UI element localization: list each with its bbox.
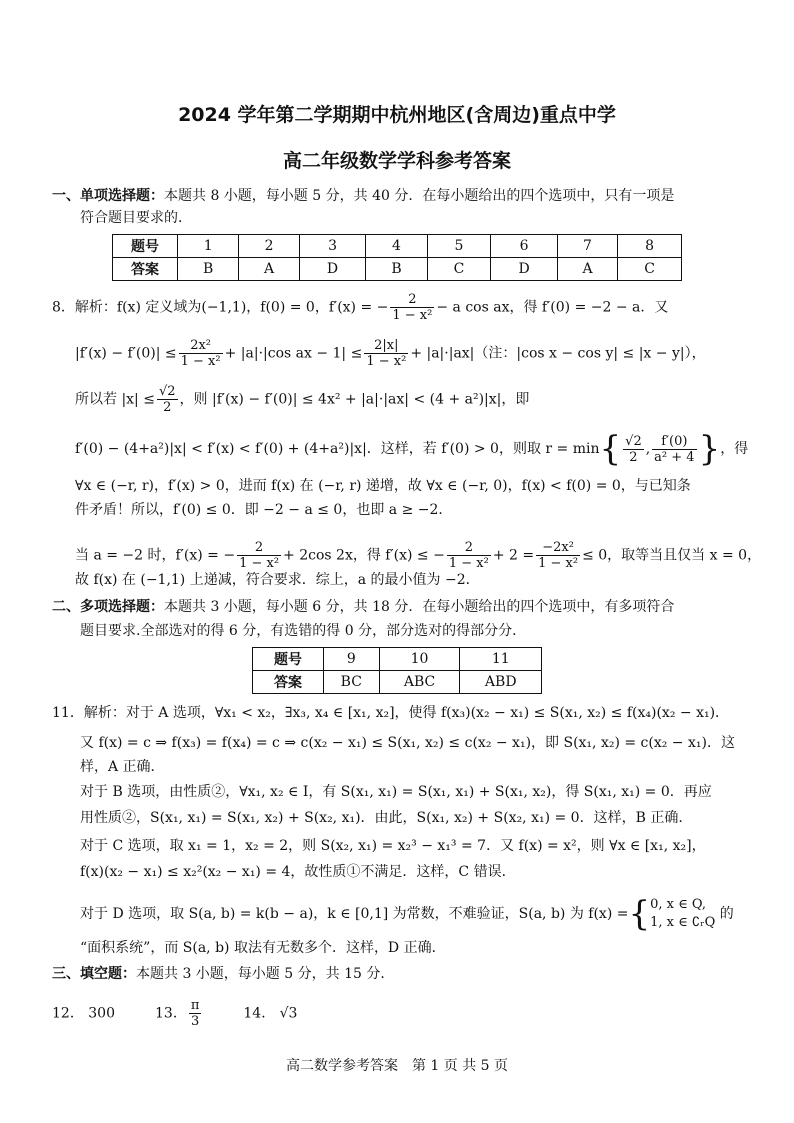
q8-text: − a cos ax，得 f′(0) = −2 − a．又 [436,299,669,316]
section2-text: 本题共 3 小题，每小题 6 分，共 18 分．在每小题给出的四个选项中，有多项符合 [164,599,675,615]
table-row [253,671,542,694]
table-cell: 4 [366,235,427,258]
table-cell: 3 [299,235,365,258]
fraction [536,540,580,571]
table-header-label: 题号 [253,648,324,671]
fraction [157,384,178,415]
section1-intro [52,186,674,206]
table-cell: 1 [178,235,239,258]
numerator: f′(0) [652,434,696,450]
q8-text: + 2 = [492,547,535,564]
table-cell: C [618,258,682,281]
q11-line-5: 用性质②，S(x₁, x₁) = S(x₁, x₂) + S(x₂, x₁)．由此，S(x₁, x₂) + S(x₂, x₁) = 0．这样，B 正确. [80,810,683,826]
table-answer-label: 答案 [113,258,178,281]
case-2: 1, x ∈ ∁ᵣQ [650,915,716,930]
answer-12: 12． 300 [52,1005,115,1022]
table-cell: BC [324,671,380,694]
table-cell: 5 [427,235,491,258]
q8-text: f′(0) − (4+a²)|x| < f′(x) < f′(0) + (4+a²)|x|．这样，若 f′(0) > 0，则取 r = min [75,441,600,457]
fraction [390,292,434,323]
q8-line-6: 件矛盾！所以，f′(0) ≤ 0．即 −2 − a ≤ 0，也即 a ≥ −2． [75,502,453,518]
q11-line-8 [80,896,734,932]
denominator: 1 − x² [366,354,407,369]
q8-text: 8．解析：f(x) 定义域为(−1,1)，f(0) = 0，f′(x) = − [52,299,389,316]
section1-text-cont: 符合题目要求的． [80,210,192,226]
section2-intro [52,597,674,617]
q8-line-5: ∀x ∈ (−r, r)，f′(x) > 0，进而 f(x) 在 (−r, r) 递增，故 ∀x ∈ (−r, 0)，f(x) < f(0) = 0，与已知条 [75,478,691,494]
q11-line-9: “面积系统”，而 S(a, b) 取法有无数多个．这样，D 正确． [80,940,446,956]
fraction [652,434,696,465]
piecewise-cases [650,896,715,932]
table-cell: ABD [460,671,542,694]
fraction [447,540,491,571]
section2-text-cont: 题目要求.全部选对的得 6 分，有选错的得 0 分，部分选对的得部分分． [80,623,527,639]
numerator: 2 [447,540,491,556]
fill-in-answers [52,998,297,1029]
table-cell: ABC [379,671,460,694]
q11-text: 对于 D 选项，取 S(a, b) = k(b − a)，k ∈ [0,1] 为常数，不难验证，S(a, b) 为 f(x) = [80,906,629,922]
q11-line-4: 对于 B 选项，由性质②，∀x₁, x₂ ∈ I，有 S(x₁, x₁) = S(x₁, x₁) + S(x₁, x₂)，得 S(x₁, x₁) = 0．再应 [80,784,712,800]
denominator: 3 [190,1014,200,1029]
table-cell: D [299,258,365,281]
table-cell: 8 [618,235,682,258]
denominator: 1 − x² [180,354,221,369]
section3-intro [52,964,394,984]
table-cell: B [178,258,239,281]
q11-line-1: 11．解析：对于 A 选项，∀x₁ < x₂，∃x₃, x₄ ∈ [x₁, x₂]，使得 f(x₃)(x₂ − x₁) ≤ S(x₁, x₂) ≤ f(x₄)(x₂ − x₁)． [52,705,730,721]
q11-text: 的 [719,906,734,922]
section1-answer-table [112,234,682,281]
q8-text: ，得 [720,441,749,457]
table-row [253,648,542,671]
q11-line-2: 又 f(x) = c ⇒ f(x₃) = f(x₄) = c ⇒ c(x₂ − x₁) ≤ S(x₁, x₂) ≤ c(x₂ − x₁)，即 S(x₁, x₂) = c(x₂ − x₁)．这 [80,735,735,751]
section2-answer-table [252,647,542,694]
q8-line-8: 故 f(x) 在 (−1,1) 上递减，符合要求．综上，a 的最小值为 −2． [75,572,480,588]
q11-line-6: 对于 C 选项，取 x₁ = 1，x₂ = 2，则 S(x₂, x₁) = x₂³ − x₁³ = 7．又 f(x) = x²，则 ∀x ∈ [x₁, x₂]， [80,838,706,854]
q8-line-1 [52,292,668,323]
table-cell: D [491,258,557,281]
q8-text: |f′(x) − f′(0)| ≤ [75,345,177,362]
table-cell: 11 [460,648,542,671]
numerator: 2 [390,292,434,308]
table-cell: B [366,258,427,281]
section2-heading: 二、多项选择题： [52,599,164,615]
q8-text: + |a|·|cos ax − 1| ≤ [224,345,363,362]
q8-text: ，则 |f′(x) − f′(0)| ≤ 4x² + |a|·|ax| < (4 + a²)|x|，即 [179,391,530,408]
table-cell: 6 [491,235,557,258]
fraction [364,338,408,369]
denominator: 1 − x² [392,308,433,323]
denominator: 1 − x² [239,556,280,571]
answer-13-label: 13． [155,1005,187,1022]
q8-text: 当 a = −2 时，f′(x) = − [75,547,236,564]
q8-text: + |a|·|ax|（注：|cos x − cos y| ≤ |x − y|）， [410,345,706,362]
numerator: −2x² [536,540,580,556]
section1-text: 本题共 8 小题，每小题 5 分，共 40 分．在每小题给出的四个选项中，只有一项是 [164,188,675,204]
table-cell: C [427,258,491,281]
fraction [179,338,223,369]
page-title: 2024 学年第二学期期中杭州地区(含周边)重点中学 [178,104,616,126]
table-answer-label: 答案 [253,671,324,694]
table-cell: A [239,258,299,281]
section1-heading: 一、单项选择题： [52,188,164,204]
denominator: 1 − x² [538,556,579,571]
numerator: √2 [625,433,642,449]
section3-heading: 三、填空题： [52,966,136,982]
fraction [237,540,281,571]
denominator: 2 [629,449,638,465]
section3-text: 本题共 3 小题，每小题 5 分，共 15 分． [136,966,395,982]
q8-line-2 [75,338,706,369]
numerator: 2 [237,540,281,556]
left-brace: { [599,429,622,469]
table-row [113,235,682,258]
right-brace: } [698,429,721,469]
denominator: 2 [163,400,172,415]
page-subtitle: 高二年级数学学科参考答案 [282,150,511,172]
q8-text: 所以若 |x| ≤ [75,391,155,408]
q8-line-3 [75,384,529,415]
fraction [623,434,644,465]
table-header-label: 题号 [113,235,178,258]
table-cell: 7 [557,235,617,258]
q11-line-3: 样，A 正确． [80,759,165,775]
numerator: 2x² [179,338,223,354]
numerator: √2 [158,384,176,399]
table-cell: 2 [239,235,299,258]
page-footer: 高二数学参考答案 第 1 页 共 5 页 [285,1058,509,1074]
numerator: 2|x| [364,338,408,354]
q8-line-4: f′(0) − (4+a²)|x| < f′(x) < f′(0) + (4+a²)|x|．这样，若 f′(0) > 0，则取 r = min{ $\frac{√2}{2}$ , $\frac{f'(0)}{\text{a² + 4}}$ }，得 [75,429,749,469]
table-cell: 9 [324,648,380,671]
q8-line-7 [75,540,761,571]
answer-14: 14． √3 [243,1005,298,1022]
answer-13-fraction [189,998,202,1029]
table-cell: 10 [379,648,460,671]
numerator: π [190,998,200,1013]
left-brace: { [628,894,651,934]
q8-text: ≤ 0，取等当且仅当 x = 0， [582,547,762,564]
table-row [113,258,682,281]
denominator: a² + 4 [654,449,695,465]
q8-text: + 2cos 2x，得 f′(x) ≤ − [283,547,445,564]
case-1: 0, x ∈ Q, [650,897,707,912]
q11-line-7: f(x)(x₂ − x₁) ≤ x₂²(x₂ − x₁) = 4，故性质①不满足．这样，C 错误． [80,864,516,880]
denominator: 1 − x² [448,556,489,571]
table-cell: A [557,258,617,281]
